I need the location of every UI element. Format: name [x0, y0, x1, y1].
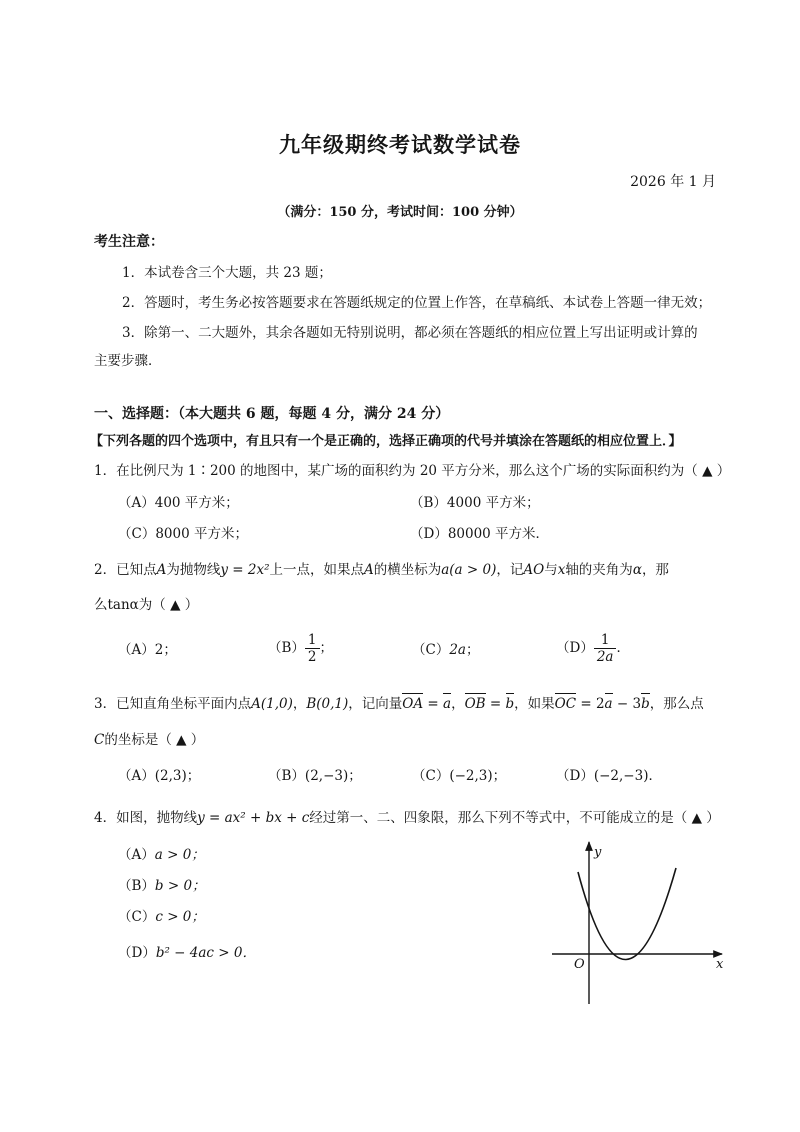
- parabola-figure: [548, 836, 728, 1012]
- q3-text: ，: [451, 696, 465, 712]
- q4-parabola-equation: y = ax² + bx + c: [197, 810, 310, 826]
- notice-item-3: 3．除第一、二大题外，其余各题如无特别说明，都必须在答题纸的相应位置上写出证明或计算的: [122, 325, 698, 341]
- q3-point-b: B(0,1): [306, 696, 349, 712]
- origin-label: O: [574, 957, 585, 972]
- numerator: 1: [305, 632, 320, 649]
- option-label: （A）: [118, 847, 155, 863]
- option-end: ；: [319, 640, 334, 656]
- notice-item-2: 2．答题时，考生务必按答题要求在答题纸规定的位置上作答，在草稿纸、本试卷上答题一律无效；: [122, 295, 712, 311]
- q4-text: 4．如图，抛物线: [94, 810, 198, 826]
- option-label: （B）: [268, 640, 305, 656]
- option-label: （A）: [118, 768, 155, 784]
- q1-option-c: （C）8000 平方米；: [118, 526, 248, 542]
- q4-text: 经过第一、二、四象限，那么下列不等式中，不可能成立的是（ ▲ ）: [309, 810, 720, 826]
- q2-point-a: A: [363, 562, 374, 578]
- q4-option-d: [118, 944, 256, 962]
- vector-oa: OA: [402, 696, 424, 712]
- q3-option-a: [118, 767, 200, 785]
- q2-tan-alpha: tanα: [107, 597, 139, 613]
- score-time-info: （满分：150 分，考试时间：100 分钟）: [277, 205, 523, 220]
- option-value: (−2,−3)．: [593, 768, 662, 784]
- q2-parabola-equation: y = 2x²: [220, 562, 270, 578]
- notice-item-3-cont: 主要步骤．: [94, 353, 162, 369]
- option-value: (2,3)；: [154, 768, 201, 784]
- vector-a: a: [604, 696, 613, 712]
- question-2-stem-cont: [94, 596, 198, 614]
- question-2-stem: [94, 561, 669, 579]
- q2-text: 为抛物线: [166, 562, 221, 578]
- option-end: ；: [465, 642, 480, 658]
- notice-heading: 考生注意：: [94, 234, 164, 250]
- q2-axis-x: x: [557, 562, 566, 578]
- option-label: （C）: [412, 768, 450, 784]
- q3-option-b: [268, 767, 362, 785]
- fraction: [594, 632, 617, 665]
- q3-option-d: [556, 767, 662, 785]
- q2-text: 么: [94, 597, 108, 613]
- fraction: [305, 632, 320, 665]
- option-value: (2,−3)；: [304, 768, 362, 784]
- q2-text: 2．已知点: [94, 562, 157, 578]
- section-heading: 一、选择题：（本大题共 6 题，每题 4 分，满分 24 分）: [94, 406, 450, 422]
- option-value: c > 0；: [155, 909, 205, 925]
- exam-title: 九年级期终考试数学试卷: [279, 132, 521, 157]
- option-value: a > 0；: [154, 847, 205, 863]
- question-3-stem-cont: [94, 731, 204, 749]
- q2-text: 轴的夹角为: [565, 562, 633, 578]
- q3-text: ，: [292, 696, 307, 712]
- q3-text: = 2: [576, 696, 605, 712]
- q1-option-a: （A）400 平方米；: [118, 495, 239, 511]
- q1-option-b: （B）4000 平方米；: [410, 495, 540, 511]
- q2-point-a: A: [156, 562, 167, 578]
- option-label: （D）: [556, 640, 594, 656]
- option-end: ．: [616, 640, 630, 656]
- option-label: （C）: [412, 642, 450, 658]
- option-label: （C）: [118, 909, 156, 925]
- denominator: 2a: [596, 649, 614, 665]
- q3-option-c: [412, 767, 506, 785]
- q2-option-c: [412, 641, 479, 659]
- q2-text: 上一点，如果点: [269, 562, 364, 578]
- notice-item-1: 1．本试卷含三个大题，共 23 题；: [122, 265, 332, 281]
- option-value: b² − 4ac > 0．: [155, 945, 256, 961]
- q3-text: ，记向量: [348, 696, 403, 712]
- q3-text: =: [423, 696, 444, 712]
- exam-date: 2026 年 1 月: [630, 174, 716, 190]
- q3-point-c: C: [94, 732, 105, 748]
- denominator: 2: [307, 649, 317, 665]
- option-label: （B）: [268, 768, 305, 784]
- vector-b: b: [505, 696, 515, 712]
- numerator: 1: [594, 632, 617, 649]
- q3-text: ，如果: [514, 696, 555, 712]
- q2-option-a: （A）2；: [118, 642, 177, 658]
- q3-text: 3．已知直角坐标平面内点: [94, 696, 252, 712]
- question-4-stem: [94, 809, 720, 827]
- option-label: （D）: [556, 768, 594, 784]
- parabola-curve: [578, 868, 676, 960]
- option-value: (−2,3)；: [449, 768, 507, 784]
- x-axis-label: x: [716, 957, 724, 972]
- q1-option-d: （D）80000 平方米．: [410, 526, 550, 542]
- option-label: （B）: [118, 878, 155, 894]
- q2-option-d: [556, 632, 630, 665]
- vector-ob: OB: [464, 696, 486, 712]
- q4-option-c: [118, 908, 205, 926]
- q2-text: 与: [544, 562, 558, 578]
- vector-oc: OC: [554, 696, 577, 712]
- q4-option-a: [118, 846, 205, 864]
- q2-segment-ao: AO: [523, 562, 545, 578]
- q2-option-b: [268, 632, 333, 665]
- q3-text: =: [485, 696, 506, 712]
- question-3-stem: [94, 695, 704, 713]
- q2-text: 的横坐标为: [373, 562, 442, 578]
- q2-abscissa-condition: a(a > 0): [441, 562, 497, 578]
- q2-text: ，记: [496, 562, 524, 578]
- question-1-stem: 1．在比例尺为 1∶200 的地图中，某广场的面积约为 20 平方分米，那么这个广场的实际面积约为（ ▲ ）: [94, 463, 731, 479]
- vector-a: a: [443, 696, 452, 712]
- y-axis-label: y: [594, 845, 602, 860]
- q2-angle-alpha: α: [632, 562, 642, 578]
- section-instruction: 【下列各题的四个选项中，有且只有一个是正确的，选择正确项的代号并填涂在答题纸的相应位置上．】: [90, 434, 682, 449]
- q2-text: 为（ ▲ ）: [138, 597, 199, 613]
- q2-text: ，那: [641, 562, 669, 578]
- option-label: （D）: [118, 945, 156, 961]
- option-value: 2a: [449, 642, 466, 658]
- vector-b: b: [641, 696, 650, 712]
- q3-text: ，那么点: [649, 696, 704, 712]
- q3-text: − 3: [612, 696, 642, 712]
- option-value: b > 0；: [154, 878, 206, 894]
- q3-point-a: A(1,0): [251, 696, 293, 712]
- q4-option-b: [118, 877, 206, 895]
- q3-text: 的坐标是（ ▲ ）: [104, 732, 205, 748]
